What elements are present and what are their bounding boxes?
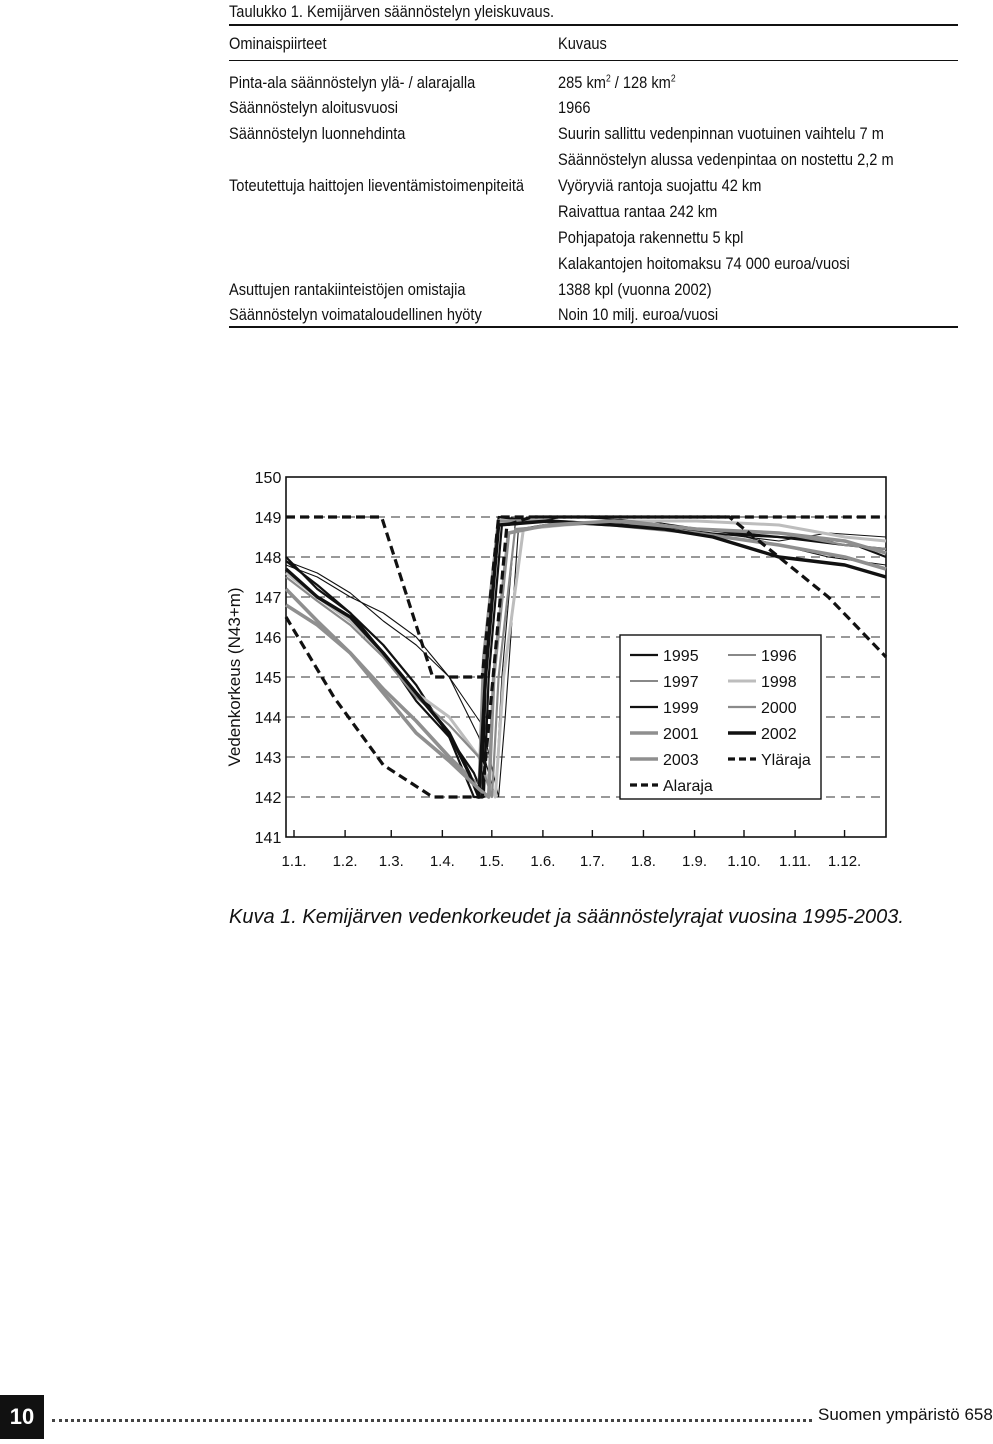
legend-label: 1995 bbox=[663, 648, 699, 665]
row-label: Säännöstelyn aloitusvuosi bbox=[229, 98, 399, 117]
x-tick-label: 1.5. bbox=[479, 853, 505, 870]
row-label: Toteutettuja haittojen lieventämistoimenpiteitä bbox=[229, 176, 525, 195]
water-level-chart bbox=[220, 455, 900, 885]
y-tick-label: 144 bbox=[254, 710, 282, 727]
table-row bbox=[229, 98, 958, 122]
table-caption: Taulukko 1. Kemijärven säännöstelyn yleiskuvaus. bbox=[229, 2, 555, 21]
x-tick-label: 1.6. bbox=[530, 853, 556, 870]
table-top-rule bbox=[229, 24, 958, 26]
footer-dot-leader bbox=[52, 1419, 812, 1422]
y-tick-label: 148 bbox=[254, 550, 282, 567]
y-tick-label: 145 bbox=[254, 670, 282, 687]
legend-label: Alaraja bbox=[663, 778, 713, 795]
legend-label: 2002 bbox=[761, 726, 797, 743]
y-tick-label: 143 bbox=[254, 750, 282, 767]
legend-label: 2001 bbox=[663, 726, 699, 743]
legend-label: 1997 bbox=[663, 674, 699, 691]
row-label: Asuttujen rantakiinteistöjen omistajia bbox=[229, 280, 466, 299]
table-header-row bbox=[229, 34, 958, 58]
header-ominaispiirteet: Ominaispiirteet bbox=[229, 34, 327, 53]
legend-label: 1998 bbox=[761, 674, 797, 691]
table-row bbox=[229, 254, 958, 278]
legend-label: 2003 bbox=[663, 752, 699, 769]
x-tick-label: 1.2. bbox=[332, 853, 358, 870]
row-label: Pinta-ala säännöstelyn ylä- / alarajalla bbox=[229, 73, 476, 92]
row-value: Kalakantojen hoitomaksu 74 000 euroa/vuosi bbox=[558, 254, 850, 273]
row-label: Säännöstelyn luonnehdinta bbox=[229, 124, 406, 143]
header-kuvaus: Kuvaus bbox=[558, 34, 607, 53]
table-row bbox=[229, 280, 958, 304]
row-value: 1388 kpl (vuonna 2002) bbox=[558, 280, 712, 299]
row-value: Vyöryviä rantoja suojattu 42 km bbox=[558, 176, 762, 195]
row-label: Säännöstelyn voimataloudellinen hyöty bbox=[229, 305, 482, 324]
table-row bbox=[229, 150, 958, 174]
table-row bbox=[229, 228, 958, 252]
y-tick-label: 149 bbox=[254, 510, 282, 527]
table-row bbox=[229, 176, 958, 200]
x-tick-label: 1.4. bbox=[429, 853, 455, 870]
x-tick-label: 1.1. bbox=[281, 853, 307, 870]
x-tick-label: 1.3. bbox=[378, 853, 404, 870]
y-tick-label: 147 bbox=[254, 590, 282, 607]
y-tick-label: 146 bbox=[254, 630, 282, 647]
x-tick-label: 1.10. bbox=[727, 853, 761, 870]
legend-label: Yläraja bbox=[761, 752, 811, 769]
table-header-rule bbox=[229, 60, 958, 61]
x-tick-label: 1.9. bbox=[682, 853, 708, 870]
x-tick-label: 1.12. bbox=[827, 853, 862, 870]
row-value: Säännöstelyn alussa vedenpintaa on nostettu 2,2 m bbox=[558, 150, 894, 169]
x-tick-label: 1.11. bbox=[778, 853, 812, 870]
legend-label: 1999 bbox=[663, 700, 699, 717]
legend-label: 2000 bbox=[761, 700, 797, 717]
figure-caption: Kuva 1. Kemijärven vedenkorkeudet ja säännöstelyrajat vuosina 1995-2003. bbox=[229, 906, 904, 928]
page-number: 10 bbox=[0, 1395, 44, 1439]
row-value: Raivattua rantaa 242 km bbox=[558, 202, 718, 221]
x-tick-label: 1.7. bbox=[579, 853, 605, 870]
table-bottom-rule bbox=[229, 326, 958, 328]
y-tick-label: 150 bbox=[254, 470, 282, 487]
legend-label: 1996 bbox=[761, 648, 797, 665]
y-tick-label: 142 bbox=[254, 790, 282, 807]
table-row bbox=[229, 73, 958, 97]
table-row bbox=[229, 202, 958, 226]
footer-series-title: Suomen ympäristö 658 bbox=[818, 1405, 993, 1424]
row-value: 1966 bbox=[558, 98, 591, 117]
row-value: Noin 10 milj. euroa/vuosi bbox=[558, 305, 719, 324]
y-tick-label: 141 bbox=[254, 830, 282, 847]
row-value: Suurin sallittu vedenpinnan vuotuinen vaihtelu 7 m bbox=[558, 124, 884, 143]
table-row bbox=[229, 124, 958, 148]
x-tick-label: 1.8. bbox=[630, 853, 656, 870]
row-value: Pohjapatoja rakennettu 5 kpl bbox=[558, 228, 744, 247]
y-axis-title: Vedenkorkeus (N43+m) bbox=[225, 587, 244, 767]
row-value-area: 285 $km^2 / 128$ $km^2$ bbox=[558, 73, 676, 92]
